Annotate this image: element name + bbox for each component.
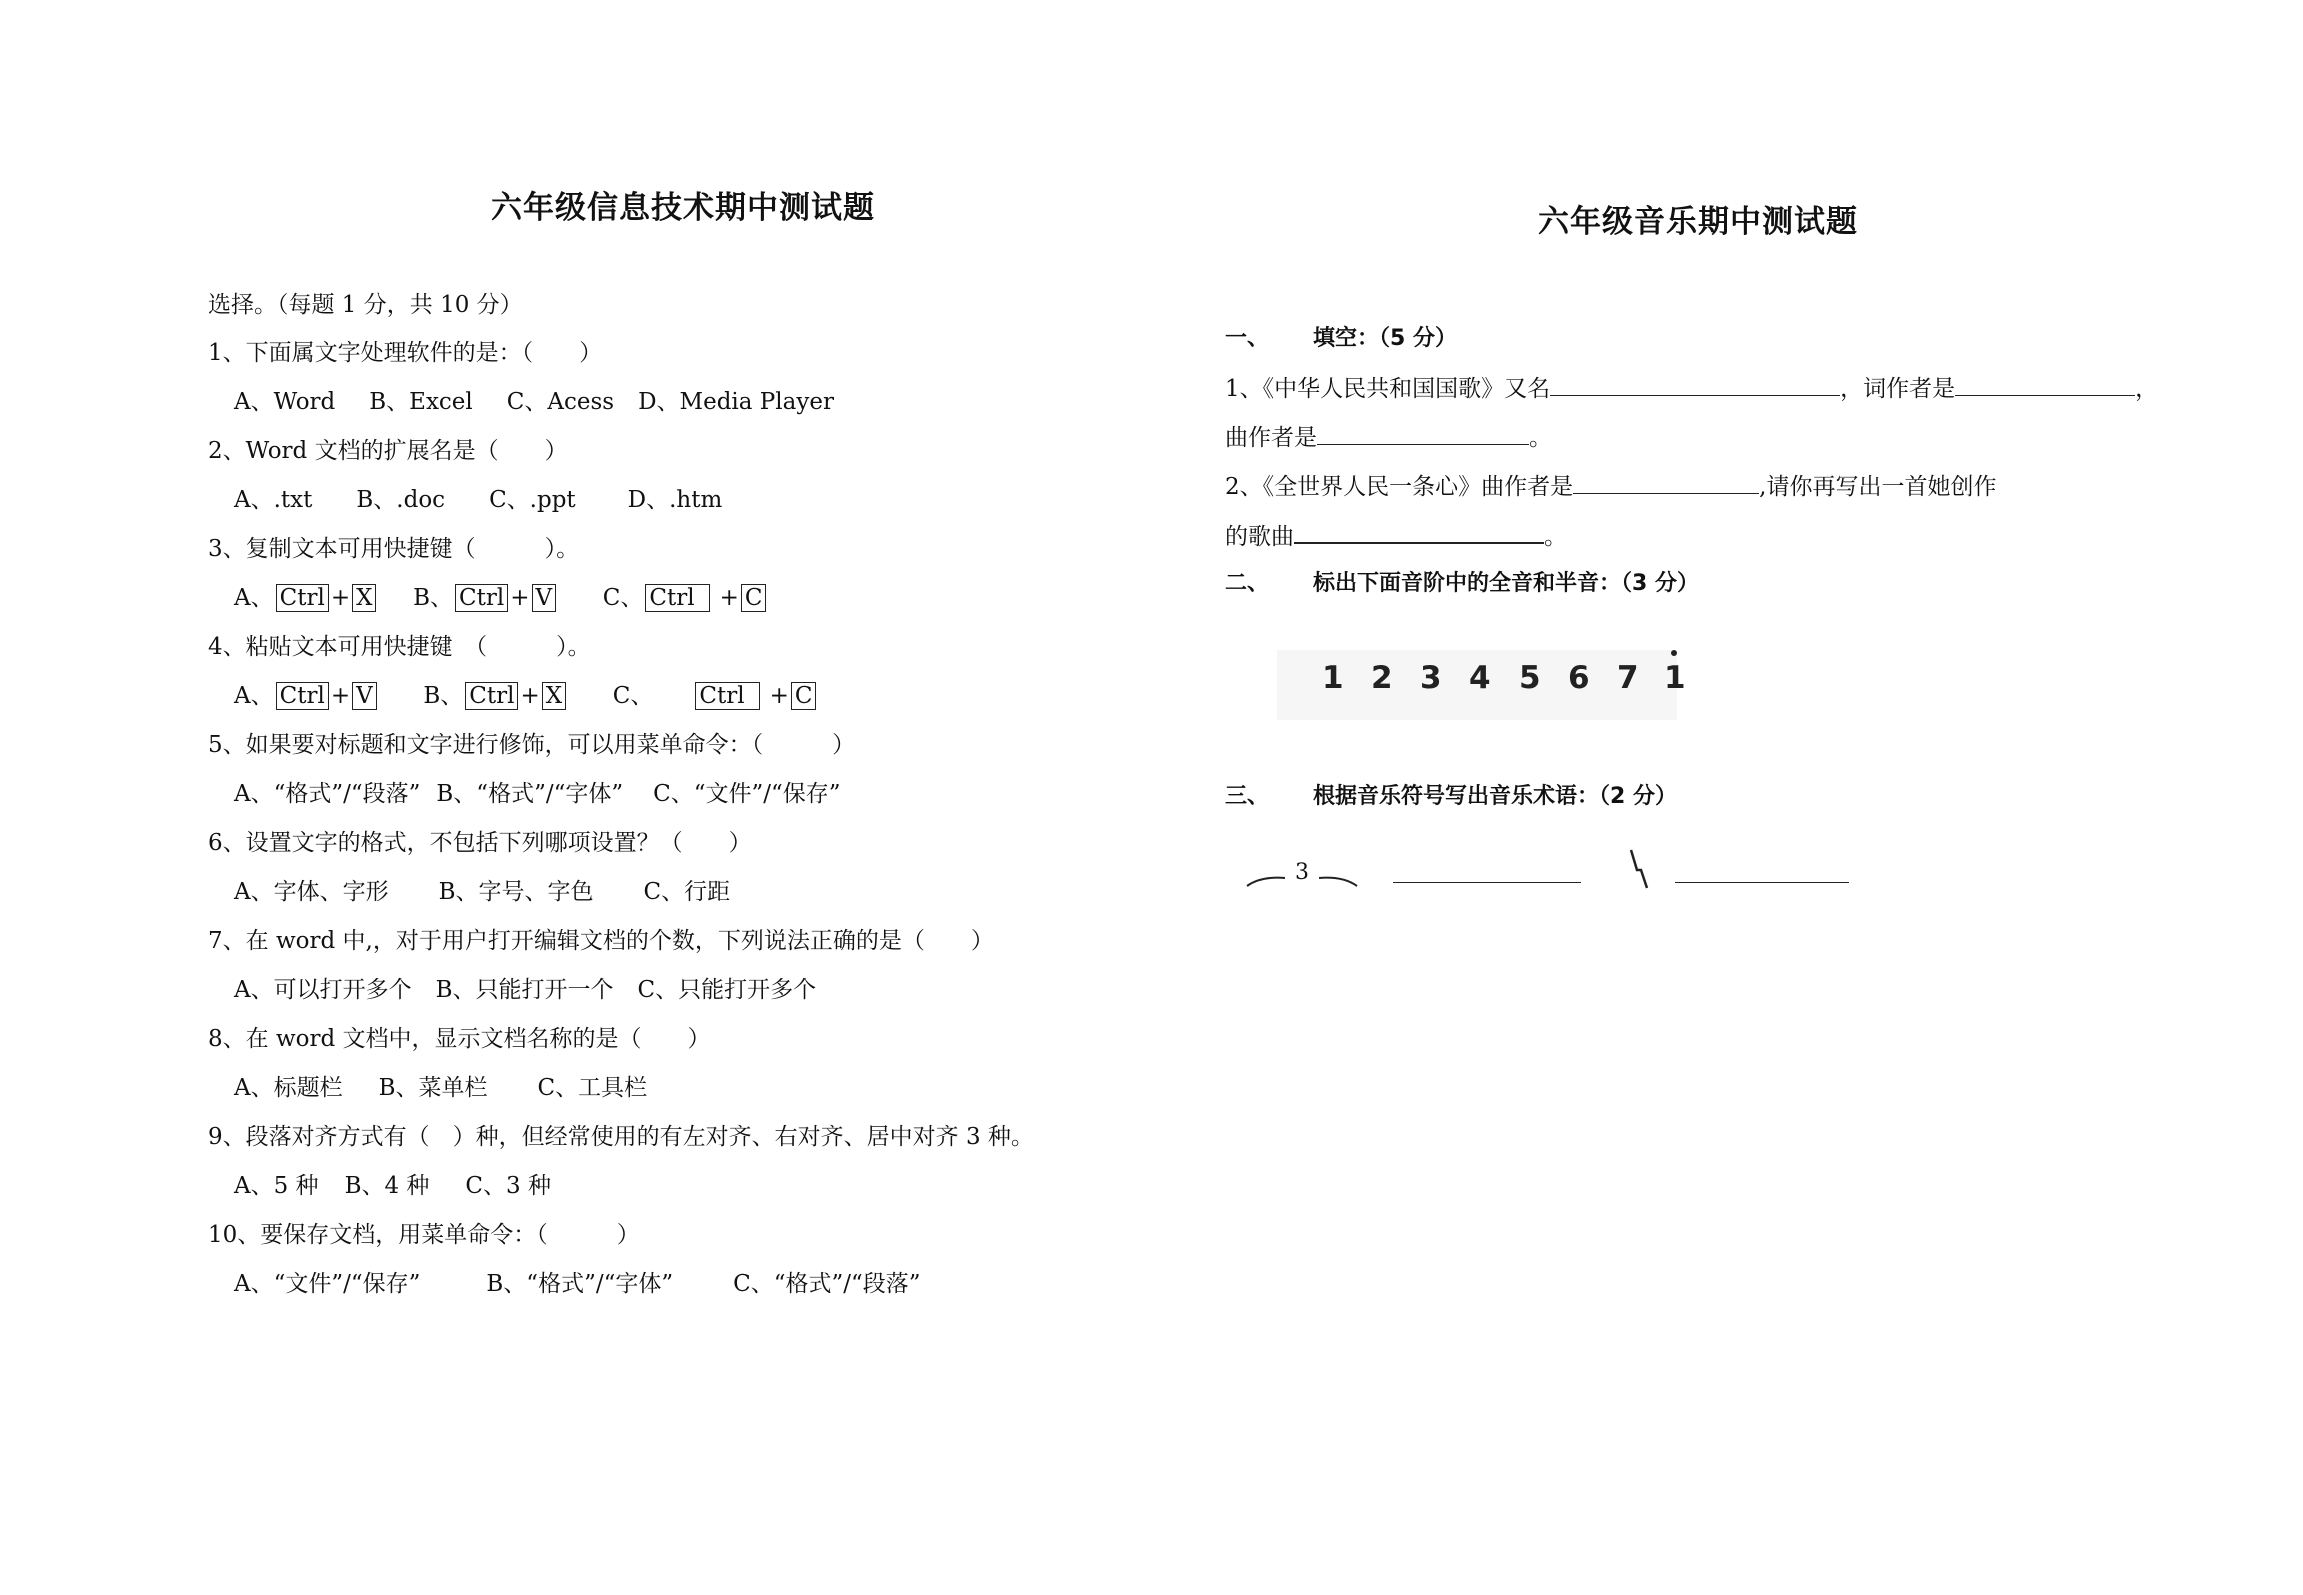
option: A、字体、字形 xyxy=(234,879,389,905)
option: A、“格式”/“段落” xyxy=(234,781,421,807)
question-3-options xyxy=(234,583,768,613)
key: V xyxy=(352,682,377,710)
option-label: A、 xyxy=(234,585,274,611)
plus-sign: + xyxy=(719,585,739,611)
key: V xyxy=(532,584,557,612)
high-octave-dot-icon xyxy=(1671,650,1677,656)
key: C xyxy=(741,584,767,612)
section-number: 二、 xyxy=(1225,571,1270,596)
question-5: 5、如果要对标题和文字进行修饰，可以用菜单命令：（ ） xyxy=(208,732,856,758)
option: B、Excel xyxy=(369,389,473,415)
fill-question-2 xyxy=(1225,471,1996,502)
ctrl-key: Ctrl xyxy=(645,584,709,612)
scale-note: 2 xyxy=(1371,660,1393,696)
answer-blank[interactable] xyxy=(1393,882,1581,883)
section-number: 一、 xyxy=(1225,326,1270,351)
page-title: 六年级音乐期中测试题 xyxy=(1538,204,1858,240)
note-digit: 1 xyxy=(1664,660,1686,696)
scale-image xyxy=(1277,650,1686,720)
key: X xyxy=(352,584,376,612)
ctrl-key: Ctrl xyxy=(455,584,508,612)
question-3: 3、复制文本可用快捷键（ ）。 xyxy=(208,536,580,562)
question-6-options xyxy=(234,877,730,907)
option: A、标题栏 xyxy=(234,1075,343,1101)
option: C、Acess xyxy=(506,389,615,415)
answer-blank[interactable] xyxy=(1317,422,1529,445)
question-1-options xyxy=(234,387,834,417)
triplet-number: 3 xyxy=(1295,860,1309,885)
option: D、.htm xyxy=(627,487,723,513)
option: B、只能打开一个 xyxy=(435,977,614,1003)
scale-note: 3 xyxy=(1420,660,1442,696)
question-7-options xyxy=(234,975,816,1005)
option-label: C、 xyxy=(612,683,654,709)
decrescendo-symbol-icon xyxy=(1625,846,1655,896)
question-text: 。 xyxy=(1544,524,1567,550)
option-label: B、 xyxy=(413,585,454,611)
question-text: 1、《中华人民共和国国歌》又名 xyxy=(1225,376,1551,402)
option: D、Media Player xyxy=(638,389,834,415)
question-4: 4、粘贴文本可用快捷键 （ ）。 xyxy=(208,634,591,660)
fill-question-1 xyxy=(1225,373,2158,404)
question-text: 曲作者是 xyxy=(1225,425,1317,451)
option: A、Word xyxy=(234,389,336,415)
option: C、3 种 xyxy=(465,1173,551,1199)
option: A、可以打开多个 xyxy=(234,977,412,1003)
scale-note: 1 xyxy=(1322,660,1344,696)
option: C、只能打开多个 xyxy=(637,977,817,1003)
plus-sign: + xyxy=(769,683,789,709)
question-10-options xyxy=(234,1269,920,1299)
ctrl-key: Ctrl xyxy=(276,584,329,612)
section-1-heading xyxy=(1225,324,1457,354)
question-9: 9、段落对齐方式有（ ）种，但经常使用的有左对齐、右对齐、居中对齐 3 种。 xyxy=(208,1124,1034,1150)
answer-blank[interactable] xyxy=(1573,471,1759,494)
section-intro: 选择。（每题 1 分，共 10 分） xyxy=(208,292,523,318)
section-3-heading xyxy=(1225,782,1677,812)
accent-stroke-icon xyxy=(1625,846,1655,896)
option-label: B、 xyxy=(423,683,464,709)
scale-note: 7 xyxy=(1617,660,1639,696)
option: B、.doc xyxy=(356,487,446,513)
section-number: 三、 xyxy=(1225,784,1270,809)
option: B、字号、字色 xyxy=(438,879,594,905)
key: C xyxy=(791,682,817,710)
option: C、.ppt xyxy=(489,487,576,513)
answer-blank[interactable] xyxy=(1550,373,1840,396)
answer-blank[interactable] xyxy=(1675,882,1849,883)
question-9-options xyxy=(234,1171,551,1201)
option: C、行距 xyxy=(643,879,731,905)
section-label: 根据音乐符号写出音乐术语：（2 分） xyxy=(1313,784,1677,809)
question-2: 2、Word 文档的扩展名是（ ） xyxy=(208,438,568,464)
option: C、工具栏 xyxy=(537,1075,648,1101)
option: C、“文件”/“保存” xyxy=(653,781,841,807)
question-7: 7、在 word 中,，对于用户打开编辑文档的个数，下列说法正确的是（ ） xyxy=(208,928,994,954)
question-text: 2、《全世界人民一条心》曲作者是 xyxy=(1225,474,1574,500)
plus-sign: + xyxy=(330,683,351,709)
fill-question-2-cont xyxy=(1225,520,1567,552)
option: A、“文件”/“保存” xyxy=(234,1271,421,1297)
question-10: 10、要保存文档，用菜单命令：（ ） xyxy=(208,1222,640,1248)
question-8-options xyxy=(234,1073,647,1103)
key: X xyxy=(542,682,566,710)
question-text: 。 xyxy=(1529,425,1552,451)
plus-sign: + xyxy=(330,585,351,611)
scale-note-high xyxy=(1664,660,1686,696)
scale-note: 4 xyxy=(1469,660,1491,696)
fill-question-1-cont xyxy=(1225,422,1552,453)
question-5-options xyxy=(234,779,840,809)
option: A、.txt xyxy=(234,487,313,513)
option: B、菜单栏 xyxy=(378,1075,488,1101)
plus-sign: + xyxy=(520,683,540,709)
option: B、4 种 xyxy=(344,1173,430,1199)
question-8: 8、在 word 文档中，显示文档名称的是（ ） xyxy=(208,1026,711,1052)
question-text: ， xyxy=(2135,376,2159,402)
page-title: 六年级信息技术期中测试题 xyxy=(491,190,875,226)
option: C、“格式”/“段落” xyxy=(733,1271,921,1297)
scale-note: 6 xyxy=(1568,660,1590,696)
option: B、“格式”/“字体” xyxy=(486,1271,674,1297)
section-label: 填空：（5 分） xyxy=(1313,326,1457,351)
ctrl-key: Ctrl xyxy=(465,682,518,710)
question-1: 1、下面属文字处理软件的是：（ ） xyxy=(208,340,603,366)
question-6: 6、设置文字的格式，不包括下列哪项设置？（ ） xyxy=(208,830,752,856)
option: B、“格式”/“字体” xyxy=(436,781,624,807)
question-4-options xyxy=(234,681,818,711)
question-text: ，词作者是 xyxy=(1840,376,1956,402)
option: A、5 种 xyxy=(234,1173,319,1199)
answer-blank[interactable] xyxy=(1955,373,2135,396)
option-label: C、 xyxy=(602,585,644,611)
option-label: A、 xyxy=(234,683,274,709)
question-text: 的歌曲 xyxy=(1225,524,1294,550)
question-2-options xyxy=(234,485,722,515)
section-label: 标出下面音阶中的全音和半音：（3 分） xyxy=(1313,571,1699,596)
scale-note: 5 xyxy=(1519,660,1541,696)
answer-blank[interactable] xyxy=(1294,520,1544,544)
ctrl-key: Ctrl xyxy=(276,682,329,710)
ctrl-key: Ctrl xyxy=(695,682,759,710)
section-2-heading xyxy=(1225,569,1699,599)
question-text: ,请你再写出一首她创作 xyxy=(1759,474,1997,500)
plus-sign: + xyxy=(510,585,530,611)
triplet-symbol-icon xyxy=(1243,858,1373,898)
